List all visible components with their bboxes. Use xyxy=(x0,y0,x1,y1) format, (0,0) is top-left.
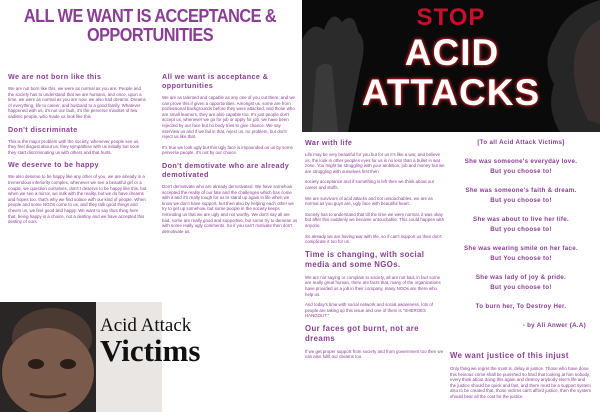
victims-caption xyxy=(100,316,260,366)
page-title-line-2: OPPORTUNITIES xyxy=(86,24,214,45)
section-heading: Don't demotivate who are already demotivated xyxy=(162,160,290,179)
section-body: It's true we look ugly but this ugly face is impounded on us by some perverse people, it's not by our choice. xyxy=(162,144,293,156)
poem-line: She was wearing smile on her face. xyxy=(463,245,579,252)
victims-caption-line-2: Victims xyxy=(100,333,201,368)
victims-caption-line-1: Acid Attack xyxy=(100,315,192,336)
section-heading: Don't discriminate xyxy=(8,124,78,134)
poem-line: But you choose to! xyxy=(490,226,552,233)
stop-acid-attacks-poster xyxy=(302,0,600,132)
section-heading: We want justice of this injust xyxy=(450,351,569,360)
poem-line: But You choose to! xyxy=(490,255,552,262)
poem-line: But you choose to! xyxy=(490,197,552,204)
section-body: Don't demotivate who are already demotivated. We have somehow accepted the reality of our fate and the challenges which has come with it and it's really tough for us to stand up again in life when we know we don't have support, but then also by helping each other we try to get up somehow, but some people in the society keeps reminding us that we are ugly and not worthy. We don't say all are bad, some are really good and supportive, but some try to demean us with some really ugly comments. So if you can't motivate then don't demotivate us. xyxy=(162,183,298,234)
section-heading: We deserve to be happy xyxy=(8,160,99,170)
section-body: And today's time with social network and social awareness, lots of people are taking up this issue and one of them is "SHEROES HANGOUT." xyxy=(305,302,433,319)
section-heading: We are not born like this xyxy=(8,72,102,81)
column-1 xyxy=(8,72,148,230)
section-body: We are not saying or complain to society, all are not bad, in fact some are really great human, there are facts that, many of the organizations have provided us a job in their company, many NGOs are there who help us. xyxy=(305,274,441,297)
poem-signature: - by Ali Anwer (A.A) xyxy=(522,322,586,329)
poem-quote xyxy=(450,138,592,331)
poster-stop-text: STOP xyxy=(416,4,486,31)
section-body: society acceptance and if something is left then we think about our career and stuffs. xyxy=(305,179,435,190)
poster-attacks-text: ATTACKS xyxy=(361,72,541,113)
poem-dedication: [To all Acid Attack Victims] xyxy=(477,139,565,146)
section-body: Life may be very beautiful for you but for us it's like a war, and believe us, the look in other peoples eyes for us is no less than a bullet in war zone. You might be struggling with your ambition, job and money but we are struggling with ourselves first then xyxy=(305,152,445,174)
poem-line: She was someone's everyday love. xyxy=(464,158,578,165)
page-title-line-1: ALL WE WANT IS ACCEPTANCE & xyxy=(23,5,277,26)
section-heading: Time is changing, with social media and some NGOs. xyxy=(305,249,425,269)
section-body: So already we are having war with life, so if can't support us then don't complicate it too for us. xyxy=(305,233,442,245)
poster-acid-text: ACID xyxy=(404,32,500,73)
section-body: Society has to understand that till the time we were normal, it was okay but after this suddenly we became untouchable. This could happen with anyone. xyxy=(305,211,445,228)
section-body: This is the major problem with the society, whenever people see us, they feel disgust about us, they sympathise with us initially but soon they start discriminating us with others and that hurts. xyxy=(8,138,140,155)
poem-line: She was someone's faith & dream. xyxy=(465,187,577,194)
section-body: If we get proper support from society and from government too then we can also fulfil our dreams too. xyxy=(305,348,444,360)
poem-line: To burn her, To Destroy Her. xyxy=(475,303,567,310)
section-body: We are not born like this, we were as normal as you are. People and the society has to understand that we are humans, and once, upon a time, we were as normal as you are now, we also had dreams. Dreams of everything, life to career, and husband to a good family. Whatever happened with us, it's not our fault, it's the perverse mindset of few sadistic people, who made us look like this. xyxy=(8,86,146,119)
column-4 xyxy=(450,138,592,405)
section-body: Only thing we regret the most is, delay in justice. Those who have done this heinous crime shall be punished so hard that looking at him nobody, every think about doing this again and destroy anybody else's life and the justice should be quick and fast, and there must be a support system also to be created that, those victims can't afford justice, then the system should bear all the cost for the justice. xyxy=(450,366,592,399)
page-title xyxy=(18,6,282,44)
section-body: We are survivors of acid attacks and not unsouchables, we are as normal as you guys are, ugly face with beautiful heart. xyxy=(305,195,433,207)
section-body: We are as talented and capable as any one of you out there, and we can prove this if given a opportunities. Amongst us, some are from professional backgrounds before they were attacked, and those who are small learners, they are also capable too. It's just people don't accept us, whenever we go for job or apply for job, we have been rejected by our face but no body tries to give chance. We say interview us and if we fail in that, reject us, no problem, but don't reject us like that. xyxy=(162,95,295,140)
poem-line: But you choose to! xyxy=(490,284,552,291)
section-heading: Our faces got burnt, not are dreams xyxy=(305,323,419,343)
section-body: We also deserve to be happy like any other of you, we are already in a tremendous inferiority complex, whenever we see a beautiful girl or a couple, we question ourselves, don't I deserve to be happy like this, but when we see a mirror, we sulk with the reality, but we do have dreams and hopes too, that's why we find solace with our kind of people. When people and some NGOs come to us, and they talk good things and cheers us, we feel good and happy. We want to say thus thing here that, being happy is a choice, not a destiny and we have accepted this destiny of ours. xyxy=(8,174,147,225)
column-2 xyxy=(162,72,298,239)
section-heading: War with life xyxy=(305,138,353,147)
column-3 xyxy=(305,138,445,365)
poem-line: She was about to live her life. xyxy=(473,216,569,223)
section-heading: All we want is acceptance & opportunities xyxy=(162,72,269,90)
poem-line: She was lady of joy & pride. xyxy=(475,274,567,281)
poem-line: But you choose to! xyxy=(490,168,552,175)
